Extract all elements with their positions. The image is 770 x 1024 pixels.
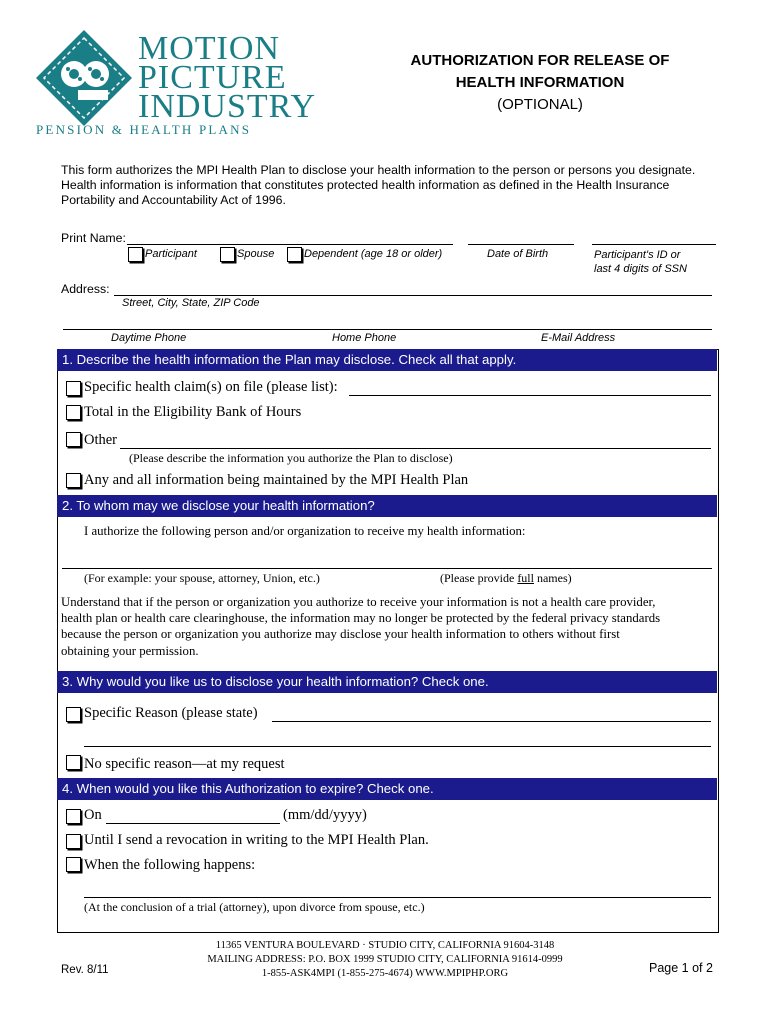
home-phone-label: Home Phone — [332, 332, 397, 344]
title-line-2: HEALTH INFORMATION — [455, 74, 625, 91]
expire-date-line[interactable] — [106, 823, 280, 824]
event-hint: (At the conclusion of a trial (attorney), upon divorce from spouse, etc.) — [84, 900, 425, 914]
section-2-title: 2. To whom may we disclose your health information? — [62, 498, 375, 513]
dependent-label: Dependent (age 18 or older) — [304, 248, 443, 260]
dob-label: Date of Birth — [487, 248, 549, 260]
bank-label: Total in the Eligibility Bank of Hours — [84, 404, 302, 420]
privacy-notice — [61, 594, 721, 659]
id-label-line-2: last 4 digits of SSN — [594, 263, 687, 275]
email-label: E-Mail Address — [541, 332, 616, 344]
expire-on-label: On — [84, 807, 102, 823]
intro-line-3: Portability and Accountability Act of 1996. — [61, 193, 286, 207]
section-3-title: 3. Why would you like us to disclose your health information? Check one. — [62, 674, 489, 689]
dependent-checkbox[interactable] — [287, 247, 302, 262]
date-format-hint: (mm/dd/yyyy) — [283, 807, 367, 823]
section-1-header — [57, 349, 717, 371]
footer-line-1: 11365 VENTURA BOULEVARD · STUDIO CITY, CALIFORNIA 91604-3148 — [215, 940, 555, 951]
revocation-label: Until I send a revocation in writing to the MPI Health Plan. — [84, 832, 429, 848]
id-line[interactable] — [592, 244, 716, 245]
full-names-post: names) — [533, 571, 572, 585]
logo-mark — [34, 28, 134, 128]
event-checkbox[interactable] — [66, 857, 81, 872]
specific-reason-line-2[interactable] — [84, 746, 711, 747]
form-title — [385, 50, 695, 116]
participant-label: Participant — [145, 248, 197, 260]
section-4-header — [57, 778, 717, 800]
footer-line-2: MAILING ADDRESS: P.O. BOX 1999 STUDIO CITY, CALIFORNIA 91614-0999 — [207, 954, 563, 965]
authorize-text: I authorize the following person and/or organization to receive my health information: — [84, 524, 526, 538]
film-reel-icon — [34, 28, 134, 128]
logo-line-picture: PICTURE — [138, 59, 287, 96]
spouse-checkbox[interactable] — [220, 247, 235, 262]
notice-line-4: obtaining your permission. — [61, 643, 199, 658]
full-names-hint — [440, 571, 572, 586]
claims-label: Specific health claim(s) on file (please list): — [84, 379, 338, 395]
footer-address — [195, 939, 575, 981]
revocation-checkbox[interactable] — [66, 834, 81, 849]
no-reason-checkbox[interactable] — [66, 755, 81, 770]
daytime-phone-label: Daytime Phone — [111, 332, 187, 344]
title-line-3: (OPTIONAL) — [497, 96, 583, 113]
print-name-label: Print Name: — [61, 231, 126, 245]
specific-reason-line[interactable] — [272, 721, 711, 722]
dob-line[interactable] — [468, 244, 574, 245]
event-label: When the following happens: — [84, 857, 256, 873]
recipient-example: (For example: your spouse, attorney, Union, etc.) — [84, 571, 320, 585]
spouse-label: Spouse — [237, 248, 275, 260]
intro-line-1: This form authorizes the MPI Health Plan to disclose your health information to the person or persons you designate. — [61, 163, 696, 177]
phone-email-line[interactable] — [63, 329, 712, 330]
address-label: Address: — [61, 282, 110, 296]
all-info-label: Any and all information being maintained by the MPI Health Plan — [84, 472, 469, 488]
recipient-line[interactable] — [62, 568, 712, 569]
title-line-1: AUTHORIZATION FOR RELEASE OF — [410, 52, 670, 69]
notice-line-2: health plan or health care clearinghouse, the information may no longer be protected by the federal privacy standards — [61, 611, 661, 626]
other-checkbox[interactable] — [66, 432, 81, 447]
intro-line-2: Health information is information that constitutes protected health information as defined in the Health Insurance — [61, 178, 670, 192]
address-line[interactable] — [114, 295, 712, 296]
logo-subtitle: PENSION & HEALTH PLANS — [36, 122, 252, 137]
notice-line-3: because the person or organization you authorize may disclose your health information to others without first — [61, 627, 620, 642]
specific-reason-checkbox[interactable] — [66, 707, 81, 722]
full-names-underlined: full — [517, 571, 534, 585]
print-name-line[interactable] — [127, 244, 453, 245]
footer-line-3: 1-855-ASK4MPI (1-855-275-4674) WWW.MPIPHP.ORG — [261, 968, 509, 979]
other-label: Other — [84, 432, 118, 448]
section-4-title: 4. When would you like this Authorization to expire? Check one. — [62, 781, 434, 796]
other-hint: (Please describe the information you authorize the Plan to disclose) — [129, 451, 453, 465]
notice-line-1: Understand that if the person or organization you authorize to receive your information is not a health care provider, — [61, 595, 656, 609]
all-info-checkbox[interactable] — [66, 473, 81, 488]
intro-text — [61, 163, 741, 208]
participant-checkbox[interactable] — [128, 247, 143, 262]
bank-checkbox[interactable] — [66, 405, 81, 420]
id-label-line-1: Participant's ID or — [594, 249, 681, 261]
logo-line-industry: INDUSTRY — [138, 88, 317, 125]
address-hint: Street, City, State, ZIP Code — [122, 297, 260, 309]
page-number: Page 1 of 2 — [649, 961, 713, 975]
expire-on-checkbox[interactable] — [66, 809, 81, 824]
revision-label: Rev. 8/11 — [61, 964, 109, 976]
id-label — [594, 248, 687, 276]
logo-line-motion: MOTION — [138, 30, 280, 67]
section-1-title: 1. Describe the health information the Plan may disclose. Check all that apply. — [62, 352, 517, 367]
claims-checkbox[interactable] — [66, 381, 81, 396]
section-2-header — [57, 495, 717, 517]
no-reason-label: No specific reason—at my request — [84, 756, 285, 772]
section-3-header — [57, 671, 717, 693]
specific-reason-label: Specific Reason (please state) — [84, 705, 258, 721]
other-line[interactable] — [120, 448, 711, 449]
full-names-pre: (Please provide — [440, 571, 518, 585]
event-line[interactable] — [84, 897, 711, 898]
claims-line[interactable] — [349, 395, 711, 396]
